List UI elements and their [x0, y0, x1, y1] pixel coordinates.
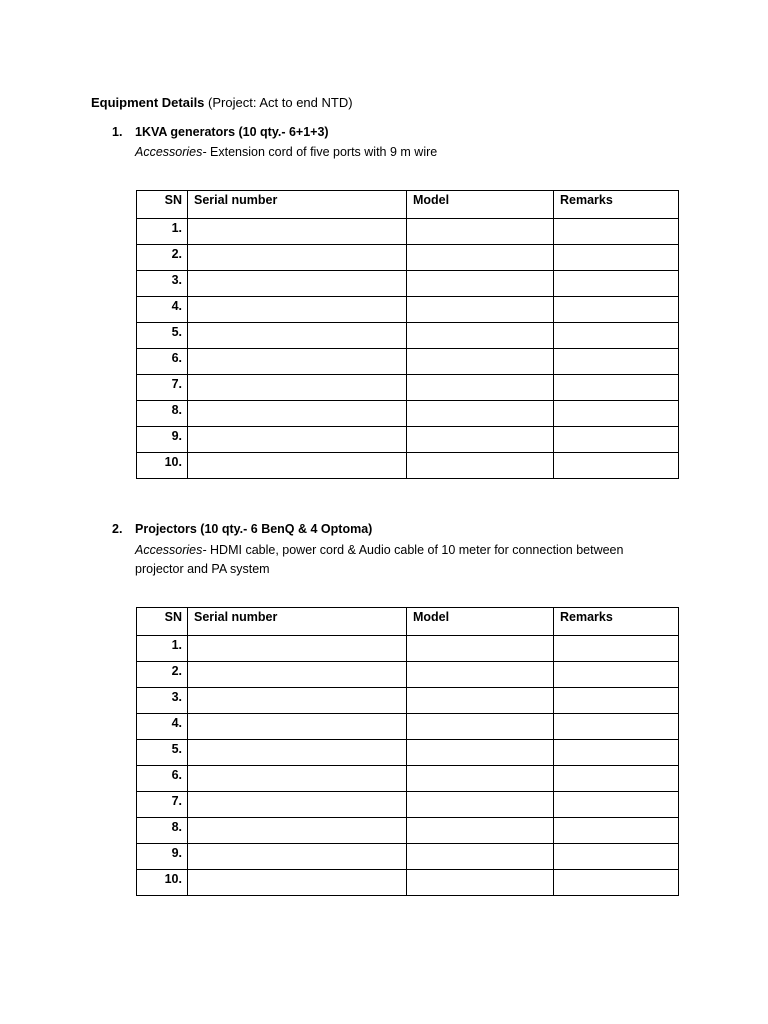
table-row: [137, 818, 679, 844]
remarks-cell: [554, 740, 679, 766]
section-1-heading: [112, 125, 329, 139]
sn-cell: 1.: [137, 219, 188, 245]
section-2-accessories: [135, 541, 655, 579]
column-header-sn: SN: [137, 608, 188, 636]
remarks-cell: [554, 427, 679, 453]
model-cell: [407, 792, 554, 818]
title-project: (Project: Act to end NTD): [208, 95, 353, 110]
table-row: [137, 870, 679, 896]
serial-number-cell: [188, 792, 407, 818]
sn-cell: 6.: [137, 349, 188, 375]
sn-cell: 10.: [137, 453, 188, 479]
column-header-serial-number: Serial number: [188, 191, 407, 219]
serial-number-cell: [188, 453, 407, 479]
table-body: [137, 219, 679, 479]
model-cell: [407, 401, 554, 427]
model-cell: [407, 245, 554, 271]
remarks-cell: [554, 688, 679, 714]
column-header-serial-number: Serial number: [188, 608, 407, 636]
section-title: Projectors (10 qty.- 6 BenQ & 4 Optoma): [135, 522, 373, 536]
accessories-text: HDMI cable, power cord & Audio cable of 10 meter for connection between projector and PA system: [135, 543, 624, 576]
model-cell: [407, 375, 554, 401]
remarks-cell: [554, 662, 679, 688]
table-row: [137, 349, 679, 375]
table-row: [137, 740, 679, 766]
section-title: 1KVA generators (10 qty.- 6+1+3): [135, 125, 329, 139]
table-row: [137, 427, 679, 453]
remarks-cell: [554, 714, 679, 740]
model-cell: [407, 271, 554, 297]
sn-cell: 9.: [137, 427, 188, 453]
model-cell: [407, 818, 554, 844]
title-bold: Equipment Details: [91, 95, 205, 110]
serial-number-cell: [188, 271, 407, 297]
table-row: [137, 766, 679, 792]
model-cell: [407, 636, 554, 662]
serial-number-cell: [188, 844, 407, 870]
table-row: [137, 219, 679, 245]
column-header-remarks: Remarks: [554, 191, 679, 219]
serial-number-cell: [188, 662, 407, 688]
model-cell: [407, 870, 554, 896]
sn-cell: 10.: [137, 870, 188, 896]
table-row: [137, 453, 679, 479]
column-header-model: Model: [407, 191, 554, 219]
sn-cell: 3.: [137, 688, 188, 714]
serial-number-cell: [188, 636, 407, 662]
table-header-row: [137, 608, 679, 636]
equipment-table-2: [136, 607, 679, 896]
remarks-cell: [554, 844, 679, 870]
serial-number-cell: [188, 818, 407, 844]
equipment-table-1: [136, 190, 679, 479]
sn-cell: 3.: [137, 271, 188, 297]
model-cell: [407, 349, 554, 375]
remarks-cell: [554, 766, 679, 792]
remarks-cell: [554, 375, 679, 401]
section-number: 2.: [112, 522, 123, 536]
remarks-cell: [554, 792, 679, 818]
model-cell: [407, 453, 554, 479]
section-number: 1.: [112, 125, 123, 139]
model-cell: [407, 219, 554, 245]
sn-cell: 8.: [137, 818, 188, 844]
remarks-cell: [554, 219, 679, 245]
model-cell: [407, 740, 554, 766]
serial-number-cell: [188, 219, 407, 245]
serial-number-cell: [188, 323, 407, 349]
table-row: [137, 323, 679, 349]
sn-cell: 2.: [137, 245, 188, 271]
sn-cell: 4.: [137, 297, 188, 323]
table-row: [137, 688, 679, 714]
table-row: [137, 401, 679, 427]
serial-number-cell: [188, 766, 407, 792]
accessories-label: Accessories-: [135, 145, 207, 159]
serial-number-cell: [188, 401, 407, 427]
remarks-cell: [554, 401, 679, 427]
model-cell: [407, 427, 554, 453]
table-row: [137, 714, 679, 740]
remarks-cell: [554, 870, 679, 896]
table-row: [137, 636, 679, 662]
serial-number-cell: [188, 688, 407, 714]
sn-cell: 7.: [137, 792, 188, 818]
remarks-cell: [554, 636, 679, 662]
serial-number-cell: [188, 714, 407, 740]
table-row: [137, 245, 679, 271]
table-row: [137, 375, 679, 401]
accessories-text: Extension cord of five ports with 9 m wire: [210, 145, 438, 159]
serial-number-cell: [188, 375, 407, 401]
remarks-cell: [554, 271, 679, 297]
model-cell: [407, 688, 554, 714]
sn-cell: 5.: [137, 740, 188, 766]
sn-cell: 5.: [137, 323, 188, 349]
sn-cell: 7.: [137, 375, 188, 401]
model-cell: [407, 766, 554, 792]
sn-cell: 9.: [137, 844, 188, 870]
model-cell: [407, 714, 554, 740]
table-body: [137, 636, 679, 896]
serial-number-cell: [188, 297, 407, 323]
table-row: [137, 297, 679, 323]
table-header-row: [137, 191, 679, 219]
column-header-remarks: Remarks: [554, 608, 679, 636]
table-row: [137, 792, 679, 818]
serial-number-cell: [188, 740, 407, 766]
sn-cell: 4.: [137, 714, 188, 740]
table-row: [137, 271, 679, 297]
serial-number-cell: [188, 870, 407, 896]
serial-number-cell: [188, 245, 407, 271]
model-cell: [407, 844, 554, 870]
table-row: [137, 662, 679, 688]
table-row: [137, 844, 679, 870]
remarks-cell: [554, 245, 679, 271]
serial-number-cell: [188, 349, 407, 375]
model-cell: [407, 323, 554, 349]
page-title: [91, 95, 353, 110]
remarks-cell: [554, 349, 679, 375]
remarks-cell: [554, 453, 679, 479]
remarks-cell: [554, 818, 679, 844]
sn-cell: 2.: [137, 662, 188, 688]
accessories-label: Accessories-: [135, 543, 207, 557]
column-header-model: Model: [407, 608, 554, 636]
sn-cell: 1.: [137, 636, 188, 662]
remarks-cell: [554, 323, 679, 349]
section-2-heading: [112, 522, 372, 536]
column-header-sn: SN: [137, 191, 188, 219]
remarks-cell: [554, 297, 679, 323]
serial-number-cell: [188, 427, 407, 453]
sn-cell: 8.: [137, 401, 188, 427]
section-1-accessories: [135, 143, 655, 162]
sn-cell: 6.: [137, 766, 188, 792]
model-cell: [407, 297, 554, 323]
model-cell: [407, 662, 554, 688]
